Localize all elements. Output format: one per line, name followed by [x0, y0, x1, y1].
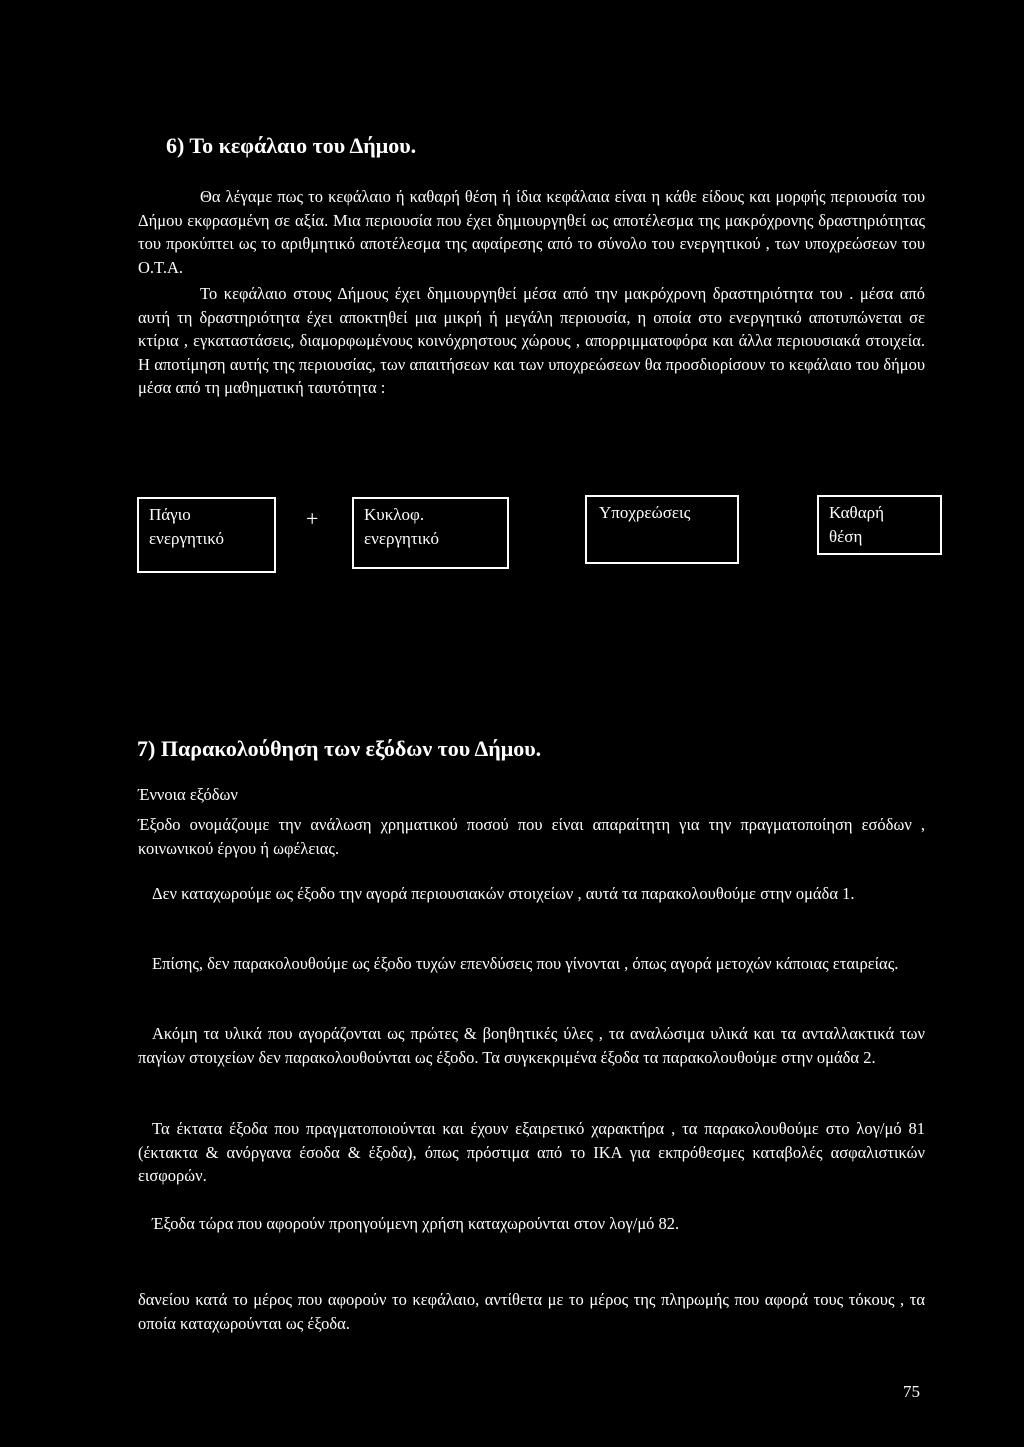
liabilities-box	[585, 495, 739, 564]
current-assets-box	[352, 497, 509, 569]
materials-paragraph: Ακόμη τα υλικά που αγοράζονται ως πρώτες & βοηθητικές ύλες , τα αναλώσιμα υλικά και τα ανταλλακτικά των παγίων στοιχείων δεν παρακολουθούνται ως έξοδο. Τα συγκεκριμένα έξοδα τα παρακολουθούμε στην ομάδα 2.	[138, 1024, 925, 1067]
liabilities-line1: Υποχρεώσεις	[599, 503, 691, 522]
investments-paragraph: Επίσης, δεν παρακολουθούμε ως έξοδο τυχών επενδύσεις που γίνονται , όπως αγορά μετοχών κάποιας εταιρείας.	[152, 954, 899, 973]
capital-definition-paragraph: Θα λέγαμε πως το κεφάλαιο ή καθαρή θέση ή ίδια κεφάλαια είναι η κάθε είδους και μορφής περιουσία του Δήμου εκφρασμένη σε αξία. Μια περιουσία που έχει δημιουργηθεί ως αποτέλεσμα της μακρόχρονης δραστηριότητας του προκύπτει ως το αριθμητικό αποτέλεσμα της αφαίρεσης από το σύνολο του ενεργητικού , των υποχρεώσεων του Ο.Τ.Α.	[138, 187, 925, 277]
expense-definition-paragraph: Έξοδο ονομάζουμε την ανάλωση χρηματικού ποσού που είναι απαραίτητη για την πραγματοποίηση εσόδων , κοινωνικού έργου ή ωφέλειας.	[138, 815, 925, 858]
fixed-assets-line2: ενεργητικό	[149, 529, 224, 548]
fixed-assets-line1: Πάγιο	[149, 505, 191, 524]
plus-operator: +	[306, 506, 319, 531]
fixed-assets-box	[137, 497, 276, 573]
section-7-heading: 7) Παρακολούθηση των εξόδων του Δήμου.	[137, 736, 542, 761]
page-number: 75	[903, 1382, 920, 1401]
asset-purchases-paragraph: Δεν καταχωρούμε ως έξοδο την αγορά περιουσιακών στοιχείων , αυτά τα παρακολουθούμε στην ομάδα 1.	[152, 884, 855, 903]
loan-repayment-paragraph: δανείου κατά το μέρος που αφορούν το κεφάλαιο, αντίθετα με το μέρος της πληρωμής που αφορά τους τόκους , τα οποία καταχωρούνται ως έξοδα.	[138, 1290, 925, 1333]
capital-formation-paragraph: Το κεφάλαιο στους Δήμους έχει δημιουργηθεί μέσα από την μακρόχρονη δραστηριότητα του . μέσα από αυτή τη δραστηριότητα έχει αποκτηθεί μια μικρή ή μεγάλη περιουσία, η οποία στο ενεργητικό αποτυπώνεται σε κτίρια , εγκαταστάσεις, διαμορφωμένους κοινόχρηστους χώρους , απορριμματοφόρα και άλλα περιουσιακά στοιχεία. Η αποτίμηση αυτής της περιουσίας, των απαιτήσεων και των υποχρεώσεων θα προσδιορίσουν το κεφάλαιο του δήμου μέσα από τη μαθηματική ταυτότητα :	[138, 284, 925, 397]
current-assets-line2: ενεργητικό	[364, 529, 439, 548]
net-position-box	[817, 495, 942, 555]
section-6-heading: 6) Το κεφάλαιο του Δήμου.	[166, 133, 417, 158]
expense-concept-label: Έννοια εξόδων	[138, 785, 238, 804]
extraordinary-expenses-paragraph: Τα έκτατα έξοδα που πραγματοποιούνται και έχουν εξαιρετικό χαρακτήρα , τα παρακολουθούμε στο λογ/μό 81 (έκτακτα & ανόργανα έσοδα & έξοδα), όπως πρόστιμα από το ΙΚΑ για εκπρόθεσμες καταβολές ασφαλιστικών εισφορών.	[138, 1119, 925, 1185]
net-position-line1: Καθαρή	[829, 503, 884, 522]
prior-year-expenses-paragraph: Έξοδα τώρα που αφορούν προηγούμενη χρήση καταχωρούνται στον λογ/μό 82.	[152, 1214, 680, 1233]
current-assets-line1: Κυκλοφ.	[364, 505, 425, 524]
net-position-line2: θέση	[829, 527, 863, 546]
